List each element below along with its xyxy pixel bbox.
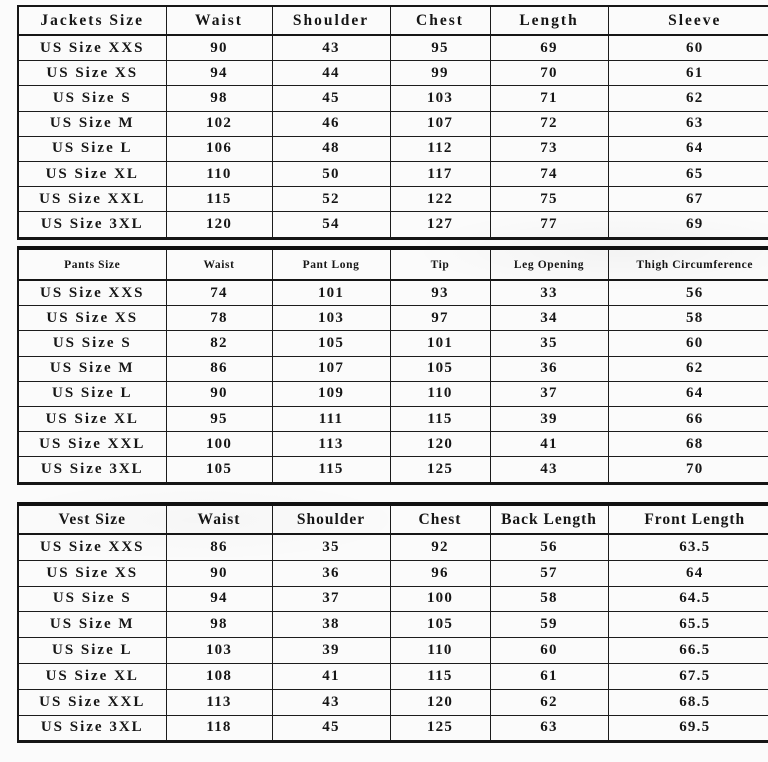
measurement-cell: 82 — [166, 331, 272, 356]
size-label-cell: US Size M — [18, 356, 166, 381]
measurement-cell: 69 — [608, 212, 768, 238]
table-row — [18, 612, 768, 638]
column-header: Thigh Circumference — [608, 248, 768, 280]
measurement-cell: 62 — [608, 86, 768, 111]
column-header: Front Length — [608, 504, 768, 534]
measurement-cell: 93 — [390, 280, 490, 306]
table-row — [18, 689, 768, 715]
measurement-cell: 41 — [490, 432, 608, 457]
table-row — [18, 715, 768, 742]
pants-size-table — [17, 246, 768, 485]
table-row — [18, 136, 768, 161]
size-label-cell: US Size XXS — [18, 280, 166, 306]
measurement-cell: 56 — [490, 534, 608, 560]
measurement-cell: 110 — [166, 161, 272, 186]
size-label-cell: US Size S — [18, 86, 166, 111]
measurement-cell: 43 — [272, 35, 390, 61]
measurement-cell: 61 — [490, 663, 608, 689]
measurement-cell: 61 — [608, 61, 768, 86]
measurement-cell: 50 — [272, 161, 390, 186]
measurement-cell: 107 — [390, 111, 490, 136]
column-header: Vest Size — [18, 504, 166, 534]
measurement-cell: 109 — [272, 381, 390, 406]
size-label-cell: US Size L — [18, 136, 166, 161]
measurement-cell: 58 — [608, 306, 768, 331]
measurement-cell: 103 — [272, 306, 390, 331]
size-label-cell: US Size 3XL — [18, 715, 166, 742]
size-label-cell: US Size XXS — [18, 534, 166, 560]
measurement-cell: 108 — [166, 663, 272, 689]
table-row — [18, 187, 768, 212]
measurement-cell: 127 — [390, 212, 490, 238]
measurement-cell: 60 — [608, 35, 768, 61]
measurement-cell: 72 — [490, 111, 608, 136]
column-header: Jackets Size — [18, 6, 166, 35]
measurement-cell: 43 — [272, 689, 390, 715]
size-label-cell: US Size XXL — [18, 689, 166, 715]
measurement-cell: 96 — [390, 560, 490, 586]
measurement-cell: 68.5 — [608, 689, 768, 715]
table-row — [18, 381, 768, 406]
measurement-cell: 34 — [490, 306, 608, 331]
measurement-cell: 107 — [272, 356, 390, 381]
measurement-cell: 69.5 — [608, 715, 768, 742]
size-label-cell: US Size 3XL — [18, 212, 166, 238]
column-header: Back Length — [490, 504, 608, 534]
measurement-cell: 64 — [608, 136, 768, 161]
measurement-cell: 35 — [272, 534, 390, 560]
measurement-cell: 112 — [390, 136, 490, 161]
measurement-cell: 105 — [272, 331, 390, 356]
measurement-cell: 70 — [490, 61, 608, 86]
measurement-cell: 103 — [390, 86, 490, 111]
measurement-cell: 95 — [166, 406, 272, 431]
measurement-cell: 66.5 — [608, 638, 768, 664]
measurement-cell: 71 — [490, 86, 608, 111]
table-row — [18, 212, 768, 238]
measurement-cell: 86 — [166, 356, 272, 381]
measurement-cell: 65 — [608, 161, 768, 186]
measurement-cell: 67.5 — [608, 663, 768, 689]
measurement-cell: 111 — [272, 406, 390, 431]
measurement-cell: 113 — [166, 689, 272, 715]
measurement-cell: 103 — [166, 638, 272, 664]
measurement-cell: 43 — [490, 457, 608, 483]
column-header: Waist — [166, 504, 272, 534]
measurement-cell: 90 — [166, 560, 272, 586]
table-row — [18, 111, 768, 136]
table-row — [18, 161, 768, 186]
measurement-cell: 95 — [390, 35, 490, 61]
measurement-cell: 64 — [608, 381, 768, 406]
measurement-cell: 97 — [390, 306, 490, 331]
table-row — [18, 663, 768, 689]
measurement-cell: 65.5 — [608, 612, 768, 638]
measurement-cell: 98 — [166, 86, 272, 111]
measurement-cell: 120 — [390, 689, 490, 715]
measurement-cell: 33 — [490, 280, 608, 306]
vest-size-table — [17, 502, 768, 743]
measurement-cell: 66 — [608, 406, 768, 431]
table-row — [18, 280, 768, 306]
size-label-cell: US Size XS — [18, 61, 166, 86]
size-label-cell: US Size XL — [18, 406, 166, 431]
measurement-cell: 102 — [166, 111, 272, 136]
measurement-cell: 63 — [608, 111, 768, 136]
header-row — [18, 6, 768, 35]
measurement-cell: 62 — [490, 689, 608, 715]
table-row — [18, 86, 768, 111]
measurement-cell: 110 — [390, 638, 490, 664]
table-row — [18, 638, 768, 664]
measurement-cell: 39 — [272, 638, 390, 664]
measurement-cell: 110 — [390, 381, 490, 406]
measurement-cell: 100 — [166, 432, 272, 457]
measurement-cell: 45 — [272, 715, 390, 742]
measurement-cell: 48 — [272, 136, 390, 161]
size-label-cell: US Size XXL — [18, 187, 166, 212]
column-header: Chest — [390, 504, 490, 534]
column-header: Shoulder — [272, 504, 390, 534]
measurement-cell: 90 — [166, 35, 272, 61]
measurement-cell: 120 — [166, 212, 272, 238]
column-header: Length — [490, 6, 608, 35]
size-label-cell: US Size L — [18, 381, 166, 406]
measurement-cell: 101 — [272, 280, 390, 306]
measurement-cell: 73 — [490, 136, 608, 161]
measurement-cell: 35 — [490, 331, 608, 356]
measurement-cell: 122 — [390, 187, 490, 212]
column-header: Waist — [166, 6, 272, 35]
measurement-cell: 75 — [490, 187, 608, 212]
table-row — [18, 432, 768, 457]
measurement-cell: 45 — [272, 86, 390, 111]
measurement-cell: 63 — [490, 715, 608, 742]
size-label-cell: US Size XS — [18, 306, 166, 331]
measurement-cell: 38 — [272, 612, 390, 638]
measurement-cell: 78 — [166, 306, 272, 331]
table-row — [18, 586, 768, 612]
header-row — [18, 248, 768, 280]
size-label-cell: US Size S — [18, 586, 166, 612]
table-row — [18, 356, 768, 381]
measurement-cell: 70 — [608, 457, 768, 483]
measurement-cell: 106 — [166, 136, 272, 161]
size-label-cell: US Size XL — [18, 161, 166, 186]
column-header: Shoulder — [272, 6, 390, 35]
column-header: Chest — [390, 6, 490, 35]
measurement-cell: 99 — [390, 61, 490, 86]
measurement-cell: 36 — [272, 560, 390, 586]
measurement-cell: 57 — [490, 560, 608, 586]
measurement-cell: 115 — [166, 187, 272, 212]
table-row — [18, 61, 768, 86]
measurement-cell: 37 — [490, 381, 608, 406]
table-row — [18, 534, 768, 560]
measurement-cell: 77 — [490, 212, 608, 238]
size-label-cell: US Size S — [18, 331, 166, 356]
size-label-cell: US Size XXS — [18, 35, 166, 61]
measurement-cell: 63.5 — [608, 534, 768, 560]
measurement-cell: 39 — [490, 406, 608, 431]
measurement-cell: 62 — [608, 356, 768, 381]
table-row — [18, 406, 768, 431]
column-header: Leg Opening — [490, 248, 608, 280]
size-label-cell: US Size XL — [18, 663, 166, 689]
table-row — [18, 35, 768, 61]
measurement-cell: 36 — [490, 356, 608, 381]
measurement-cell: 105 — [390, 356, 490, 381]
column-header: Sleeve — [608, 6, 768, 35]
measurement-cell: 117 — [390, 161, 490, 186]
measurement-cell: 86 — [166, 534, 272, 560]
measurement-cell: 98 — [166, 612, 272, 638]
measurement-cell: 115 — [390, 663, 490, 689]
measurement-cell: 69 — [490, 35, 608, 61]
measurement-cell: 60 — [608, 331, 768, 356]
measurement-cell: 90 — [166, 381, 272, 406]
table-row — [18, 306, 768, 331]
measurement-cell: 94 — [166, 586, 272, 612]
size-label-cell: US Size 3XL — [18, 457, 166, 483]
column-header: Pants Size — [18, 248, 166, 280]
measurement-cell: 94 — [166, 61, 272, 86]
measurement-cell: 120 — [390, 432, 490, 457]
measurement-cell: 105 — [166, 457, 272, 483]
measurement-cell: 100 — [390, 586, 490, 612]
measurement-cell: 115 — [272, 457, 390, 483]
size-label-cell: US Size XS — [18, 560, 166, 586]
measurement-cell: 64 — [608, 560, 768, 586]
measurement-cell: 41 — [272, 663, 390, 689]
measurement-cell: 118 — [166, 715, 272, 742]
size-label-cell: US Size M — [18, 612, 166, 638]
table-row — [18, 457, 768, 483]
measurement-cell: 54 — [272, 212, 390, 238]
measurement-cell: 56 — [608, 280, 768, 306]
measurement-cell: 59 — [490, 612, 608, 638]
measurement-cell: 67 — [608, 187, 768, 212]
measurement-cell: 37 — [272, 586, 390, 612]
column-header: Tip — [390, 248, 490, 280]
measurement-cell: 74 — [490, 161, 608, 186]
size-label-cell: US Size XXL — [18, 432, 166, 457]
measurement-cell: 74 — [166, 280, 272, 306]
measurement-cell: 44 — [272, 61, 390, 86]
measurement-cell: 92 — [390, 534, 490, 560]
measurement-cell: 64.5 — [608, 586, 768, 612]
table-row — [18, 331, 768, 356]
measurement-cell: 125 — [390, 715, 490, 742]
header-row — [18, 504, 768, 534]
measurement-cell: 60 — [490, 638, 608, 664]
measurement-cell: 68 — [608, 432, 768, 457]
measurement-cell: 115 — [390, 406, 490, 431]
measurement-cell: 125 — [390, 457, 490, 483]
measurement-cell: 101 — [390, 331, 490, 356]
measurement-cell: 52 — [272, 187, 390, 212]
jackets-size-table — [17, 5, 768, 240]
column-header: Waist — [166, 248, 272, 280]
measurement-cell: 113 — [272, 432, 390, 457]
table-row — [18, 560, 768, 586]
size-label-cell: US Size L — [18, 638, 166, 664]
column-header: Pant Long — [272, 248, 390, 280]
size-label-cell: US Size M — [18, 111, 166, 136]
measurement-cell: 46 — [272, 111, 390, 136]
measurement-cell: 58 — [490, 586, 608, 612]
measurement-cell: 105 — [390, 612, 490, 638]
